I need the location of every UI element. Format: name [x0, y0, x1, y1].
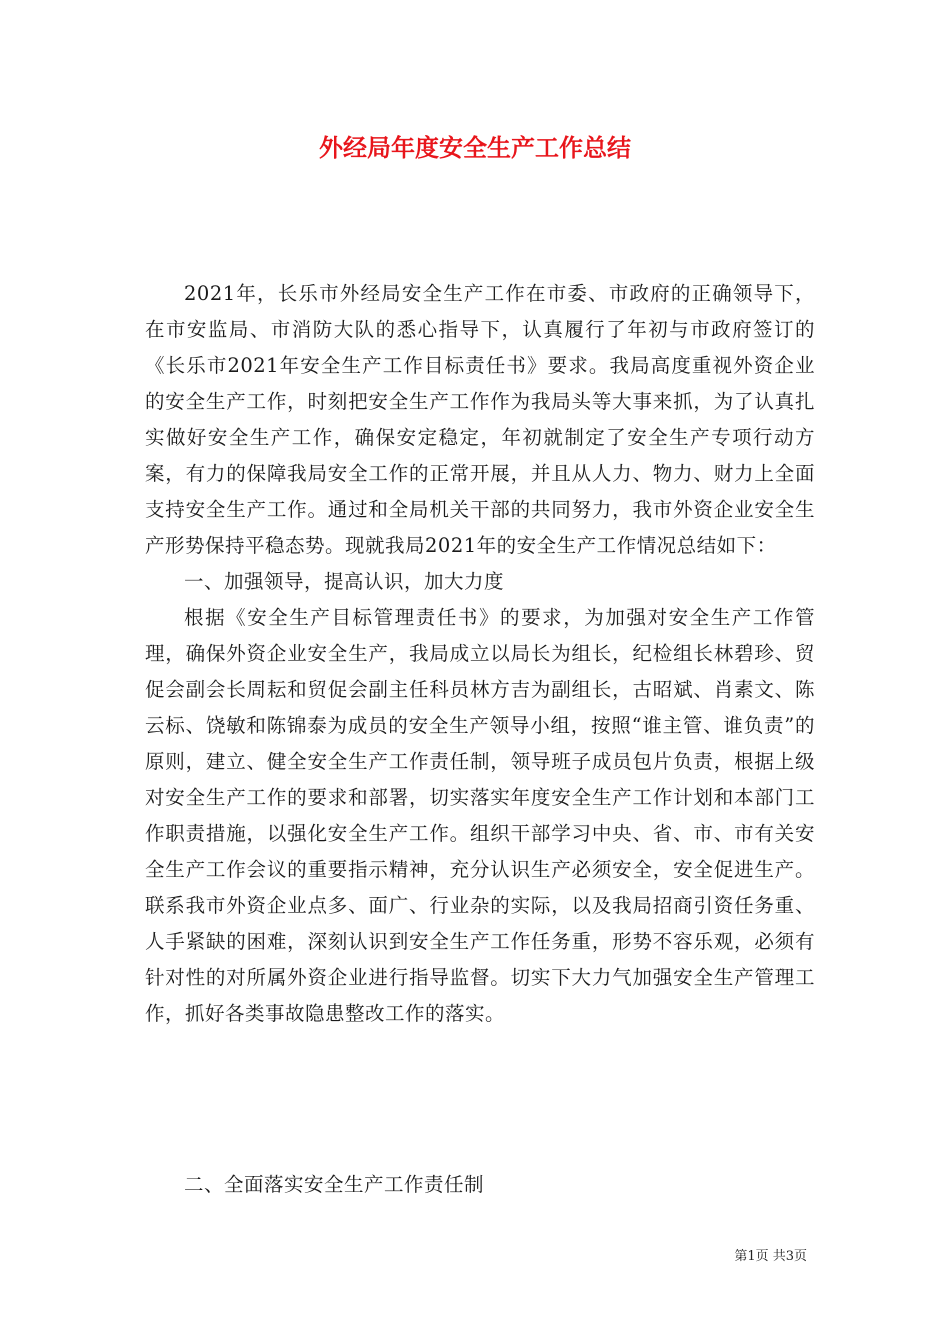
page-number: 第1页 共3页: [734, 1249, 807, 1264]
document-body: [145, 276, 815, 1032]
section-heading-two: 二、全面落实安全生产工作责任制: [184, 1173, 485, 1196]
document-title: 外经局年度安全生产工作总结: [319, 133, 631, 162]
intro-paragraph: 2021年，长乐市外经局安全生产工作在市委、市政府的正确领导下，在市安监局、市消防大队的悉心指导下，认真履行了年初与市政府签订的《长乐市2021年安全生产工作目标责任书》要求。我局高度重视外资企业的安全生产工作，时刻把安全生产工作作为我局头等大事来抓，为了认真扎实做好安全生产工作，确保安定稳定，年初就制定了安全生产专项行动方案，有力的保障我局安全工作的正常开展，并且从人力、物力、财力上全面支持安全生产工作。通过和全局机关干部的共同努力，我市外资企业安全生产形势保持平稳态势。现就我局2021年的安全生产工作情况总结如下：: [145, 282, 815, 557]
section-heading-one: 一、加强领导，提高认识，加大力度: [184, 570, 505, 593]
section-one-paragraph: 根据《安全生产目标管理责任书》的要求，为加强对安全生产工作管理，确保外资企业安全生产，我局成立以局长为组长，纪检组长林碧珍、贸促会副会长周耘和贸促会副主任科员林方吉为副组长，古昭斌、肖素文、陈云标、饶敏和陈锦泰为成员的安全生产领导小组，按照“谁主管、谁负责”的原则，建立、健全安全生产工作责任制，领导班子成员包片负责，根据上级对安全生产工作的要求和部署，切实落实年度安全生产工作计划和本部门工作职责措施，以强化安全生产工作。组织干部学习中央、省、市、市有关安全生产工作会议的重要指示精神，充分认识生产必须安全，安全促进生产。联系我市外资企业点多、面广、行业杂的实际，以及我局招商引资任务重、人手紧缺的困难，深刻认识到安全生产工作任务重，形势不容乐观，必须有针对性的对所属外资企业进行指导监督。切实下大力气加强安全生产管理工作，抓好各类事故隐患整改工作的落实。: [145, 606, 815, 1025]
